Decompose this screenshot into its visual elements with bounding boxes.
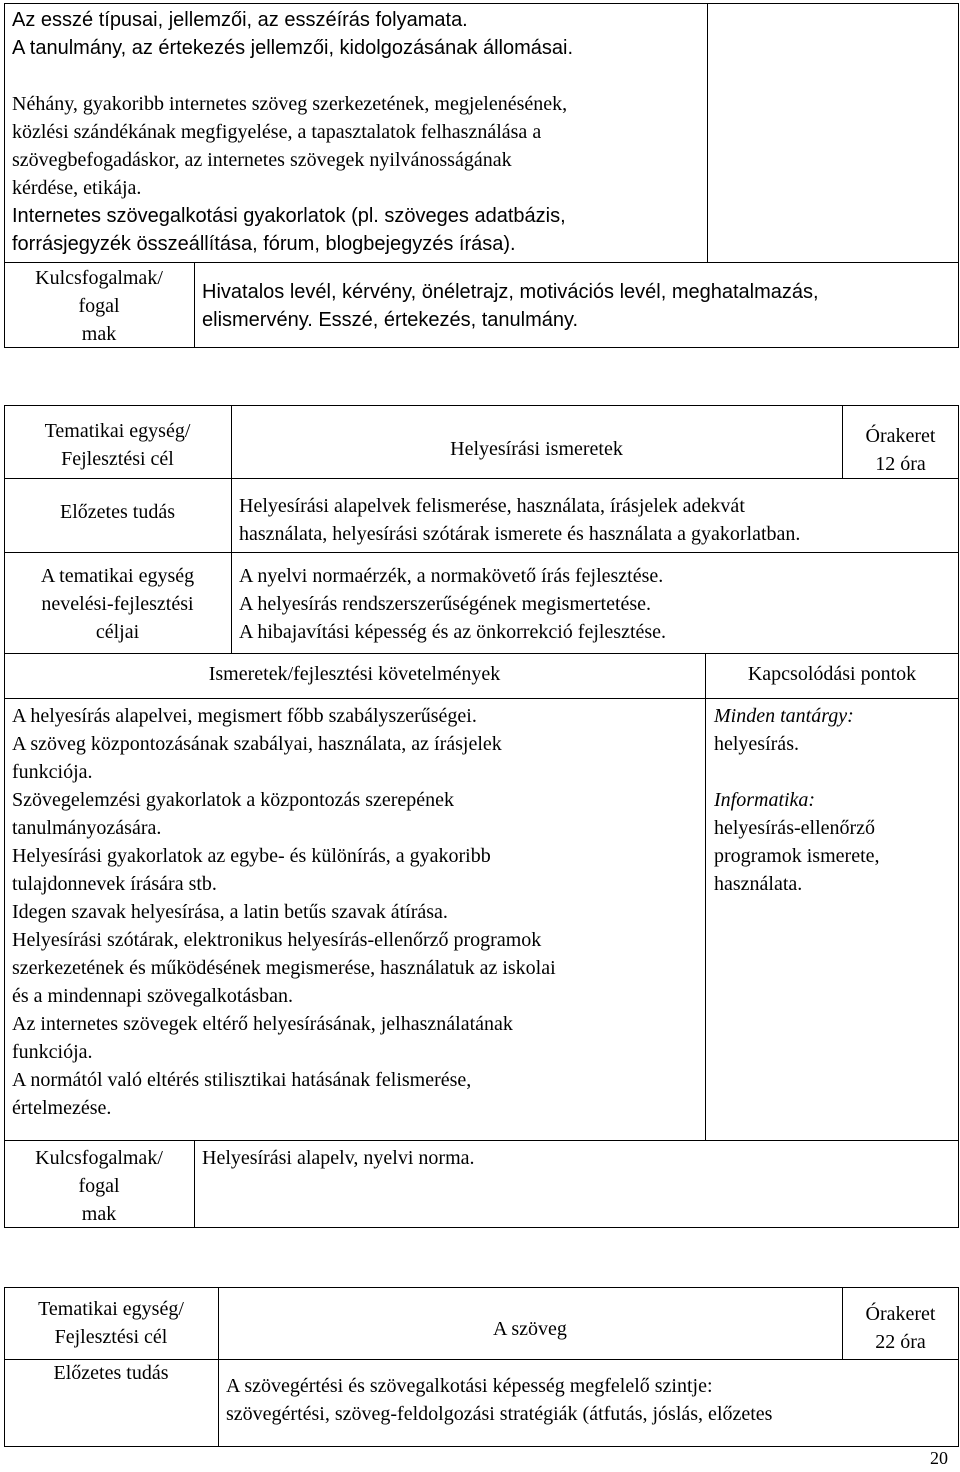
block2-row2-divider (4, 552, 959, 553)
list-item: A normától való eltérés stilisztikai hatásának felismerése, (12, 1069, 472, 1091)
block2-conn-list (714, 702, 880, 898)
page-number: 20 (930, 1448, 948, 1468)
content-line: kérdése, etikája. (12, 177, 142, 199)
block2-req-list (12, 702, 556, 1122)
conn-line: használata. (714, 873, 803, 895)
conn-line: helyesírás-ellenőrző (714, 817, 876, 839)
content-line (12, 62, 573, 90)
block3-label-divider (218, 1287, 219, 1447)
list-item: funkciója. (12, 761, 93, 783)
list-item: tanulmányozására. (12, 817, 162, 839)
block2-row3-divider (4, 653, 959, 654)
block1-row-divider (4, 262, 959, 263)
block2-key-text: Helyesírási alapelv, nyelvi norma. (202, 1147, 475, 1169)
block1-divider (707, 3, 708, 263)
list-item: Helyesírási gyakorlatok az egybe- és különírás, a gyakoribb (12, 845, 491, 867)
block2-unit-label: Tematikai egység/ Fejlesztési cél (44, 420, 191, 470)
list-item: tulajdonnevek írására stb. (12, 873, 217, 895)
block2-row1-divider (4, 478, 959, 479)
block2-row5-divider (4, 1140, 959, 1141)
list-item: szerkezetének és működésének megismerése, használatuk az iskolai (12, 957, 556, 979)
block2-goals-label: A tematikai egység nevelési-fejlesztési céljai (40, 565, 195, 643)
content-line: Internetes szövegalkotási gyakorlatok (pl. szöveges adatbázis, (12, 205, 566, 227)
block3-unit-label: Tematikai egység/ Fejlesztési cél (38, 1298, 184, 1348)
block3-hours: Órakeret 22 óra (865, 1303, 936, 1353)
block2-hours: Órakeret 12 óra (865, 425, 936, 475)
block2-prior-text: Helyesírási alapelvek felismerése, használata, írásjelek adekvát használata, helyesírási szótárak ismerete és használata a gyakorlatban. (239, 495, 801, 545)
list-item: Az internetes szövegek eltérő helyesírásának, jelhasználatának (12, 1013, 513, 1035)
block3-unit-title: A szöveg (493, 1318, 567, 1340)
content-line: Az esszé típusai, jellemzői, az esszéírás folyamata. (12, 9, 468, 31)
list-item: és a mindennapi szövegalkotásban. (12, 985, 294, 1007)
list-item: funkciója. (12, 1041, 93, 1063)
block2-conn-divider (705, 653, 706, 1140)
content-line: A tanulmány, az értekezés jellemzői, kidolgozásának állomásai. (12, 37, 574, 59)
content-line: Néhány, gyakoribb internetes szöveg szerkezetének, megjelenésének, (12, 93, 568, 115)
list-item: Idegen szavak helyesírása, a latin betűs szavak átírása. (12, 901, 448, 923)
block1-content (12, 6, 573, 258)
conn-line: helyesírás. (714, 733, 799, 755)
content-line: forrásjegyzék összeállítása, fórum, blogbejegyzés írása). (12, 233, 516, 255)
list-item: Helyesírási szótárak, elektronikus helyesírás-ellenőrző programok (12, 929, 542, 951)
block2-req-header: Ismeretek/fejlesztési követelmények (208, 663, 501, 685)
block2-conn-header: Kapcsolódási pontok (747, 663, 917, 685)
block2-row4-divider (4, 698, 959, 699)
content-line: közlési szándékának megfigyelése, a tapasztalatok felhasználása a (12, 121, 542, 143)
conn-line: programok ismerete, (714, 845, 880, 867)
list-item: A helyesírás alapelvei, megismert főbb szabályszerűségei. (12, 705, 477, 727)
block1-key-text: Hivatalos levél, kérvény, önéletrajz, motivációs levél, meghatalmazás, elismervény. Esszé, értekezés, tanulmány. (202, 281, 819, 331)
block1-key-label: Kulcsfogalmak/ fogal mak (35, 267, 163, 345)
block2-prior-label: Előzetes tudás (60, 501, 175, 523)
block2-key-label: Kulcsfogalmak/ fogal mak (35, 1147, 163, 1225)
conn-line: Informatika: (714, 789, 816, 811)
content-line: szövegbefogadáskor, az internetes szövegek nyilvánosságának (12, 149, 512, 171)
block2-goals-text: A nyelvi normaérzék, a normakövető írás fejlesztése. A helyesírás rendszerszerűségének megismertetése. A hibajavítási képesség és az önkorrekció fejlesztése. (239, 565, 667, 643)
block2-unit-title: Helyesírási ismeretek (450, 438, 623, 460)
block1-key-divider (194, 262, 195, 348)
block3-prior-text: A szövegértési és szövegalkotási képesség megfelelő szintje: szövegértési, szöveg-feldolgozási stratégiák (átfutás, jóslás, előzetes (226, 1375, 773, 1425)
list-item: Szövegelemzési gyakorlatok a központozás szerepének (12, 789, 455, 811)
block2-key-divider (194, 1140, 195, 1228)
conn-line (714, 758, 880, 786)
list-item: értelmezése. (12, 1097, 112, 1119)
block3-prior-label: Előzetes tudás (53, 1362, 169, 1384)
conn-line: Minden tantárgy: (714, 705, 854, 727)
list-item: A szöveg központozásának szabályai, használata, az írásjelek (12, 733, 502, 755)
